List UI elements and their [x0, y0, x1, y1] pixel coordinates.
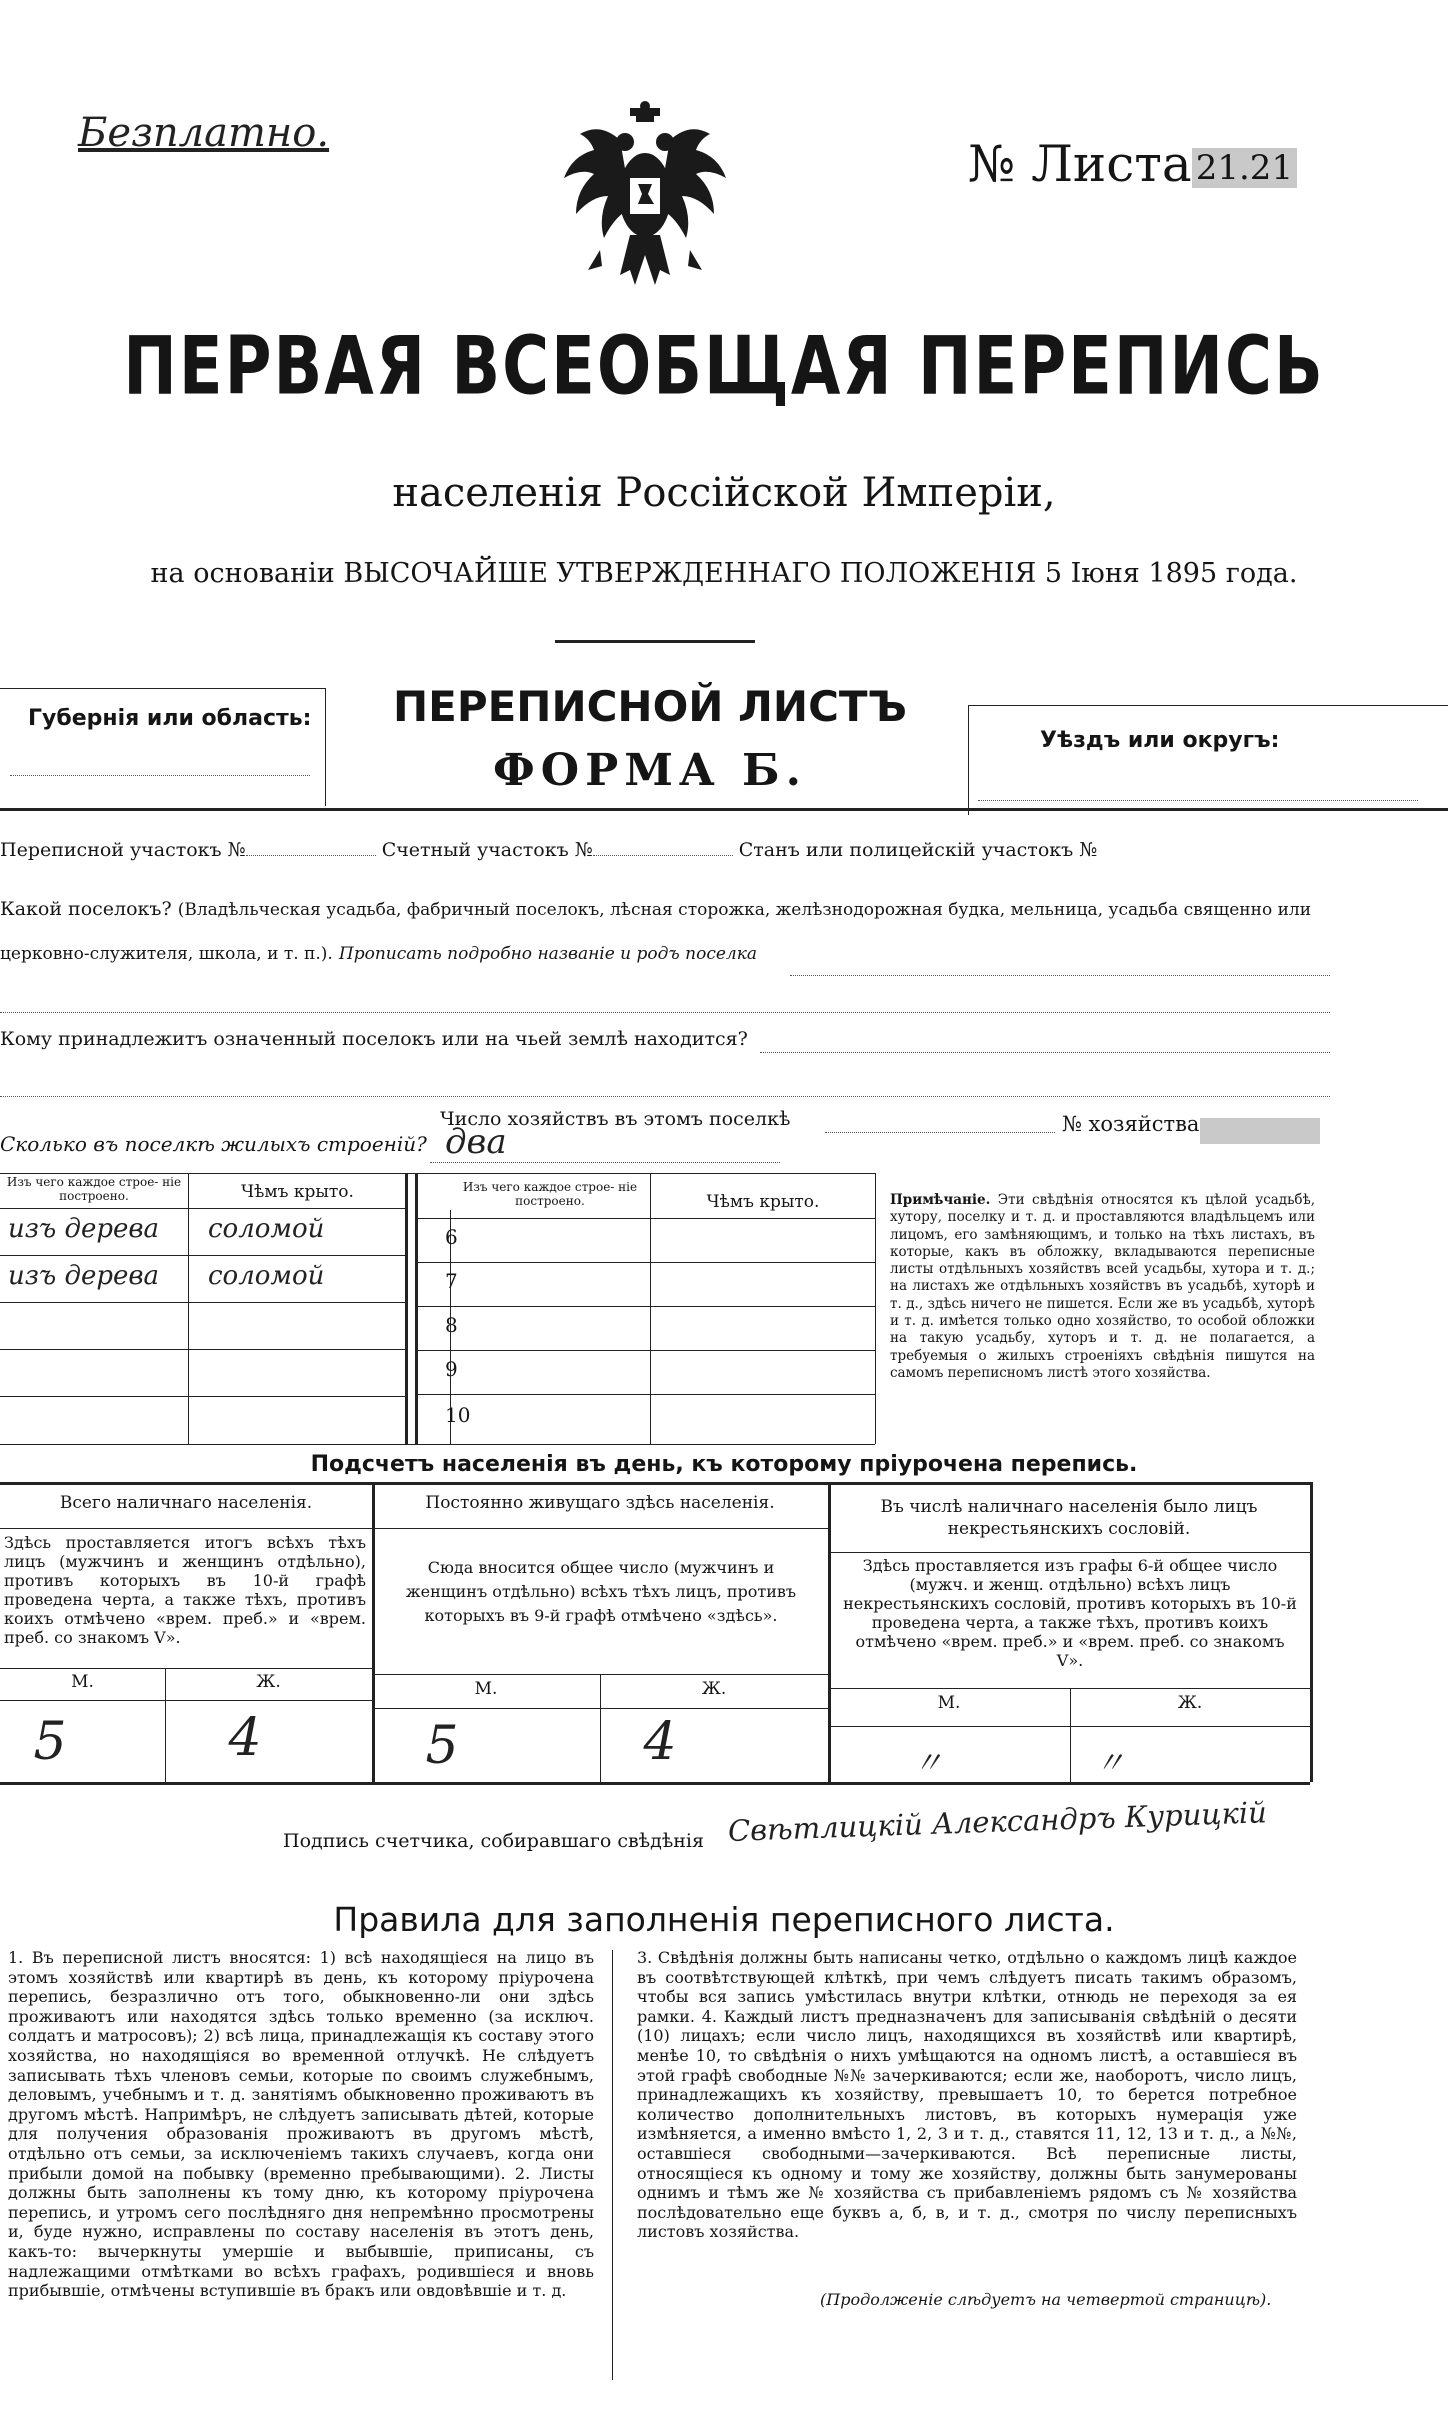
households-label: Число хозяйствъ въ этомъ поселкѣ: [440, 1108, 791, 1130]
rules-left-column: 1. Въ переписной листъ вносятся: 1) всѣ находящіеся на лицо въ этомъ хозяйствѣ или квартирѣ въ день, къ которому пріурочена перепись, безразлично отъ того, обыкновенно-ли они здѣсь проживаютъ или находятся здѣсь только временно (за исключ. солдатъ и матросовъ); 2) всѣ лица, принадлежащія къ составу этого хозяйства, но находящіяся во временной отлучкѣ. Не слѣдуетъ записывать тѣхъ членовъ семьи, которые по своимъ служебнымъ, деловымъ, учебнымъ и т. д. занятіямъ обыкновенно проживаютъ въ другомъ мѣстѣ. Напримѣръ, не слѣдуетъ записывать дѣтей, которые для получения образованія проживаютъ въ другомъ мѣстѣ, отдѣльно отъ семьи, за исключеніемъ такихъ случаевъ, когда они прибыли домой на побывку (временно пребывающими). 2. Листы должны быть заполнены къ тому дню, къ которому пріурочена перепись, и утромъ сего послѣдняго дня непремѣнно просмотрены и, буде нужно, исправлены по составу населенія въ этотъ день, какъ-то: вычеркнуты умершіе и выбывшіе, приписаны, съ надлежащими отмѣтками во всѣхъ графахъ, родившіеся и вновь прибывшіе, отмѣчены вступившіе въ бракъ или овдовѣвшіе и т. д.: [8, 1948, 594, 2301]
count-bottom: [0, 1782, 1310, 1785]
mf-rule: [0, 1700, 372, 1701]
buildings-header-material-right: Изъ чего каждое строе- ніе построено.: [462, 1180, 638, 1208]
buildings-header-rule-right: [415, 1218, 875, 1219]
count-header-rule: [372, 1528, 828, 1529]
province-box-top: [0, 688, 325, 689]
row-number-8: 8: [445, 1313, 458, 1337]
count-col2-header: Постоянно живущаго здѣсь населенія.: [425, 1493, 775, 1513]
count-col3-desc: Здѣсь проставляется изъ графы 6-й общее число (мужч. и женщ. отдѣльно) всѣхъ лицъ некрестьянскихъ сословій, противъ которыхъ въ 10-й проведена черта, а также тѣхъ, противъ коихъ отмѣчено «врем. преб.» и «врем. преб. со знакомъ V».: [843, 1556, 1297, 1670]
mf-rule: [828, 1726, 1310, 1727]
signature-label: Подпись счетчика, собиравшаго свѣдѣнія: [283, 1830, 704, 1852]
page-title: ПЕРВАЯ ВСЕОБЩАЯ ПЕРЕПИСЬ: [123, 320, 1325, 414]
count-col1-desc: Здѣсь проставляется итогъ всѣхъ тѣхъ лицъ (мужчинъ и женщинъ отдѣльно), противъ которыхъ въ 10-й графѣ проведена черта, а также тѣхъ, противъ коихъ отмѣчено «врем. преб.» и «врем. преб. со знакомъ V».: [4, 1533, 366, 1647]
household-number-value: [1200, 1118, 1320, 1144]
buildings-header-roof-left: Чѣмъ крыто.: [241, 1182, 354, 1202]
count-header-rule: [828, 1552, 1310, 1553]
dwellings-value: два: [445, 1122, 507, 1162]
count-col3-header: Въ числѣ наличнаго населенія было лицъ некрестьянскихъ сословій.: [880, 1497, 1258, 1539]
sheet-number-value: 21.21: [1192, 148, 1297, 188]
row-rule: [0, 1302, 405, 1303]
row-number-7: 7: [445, 1269, 458, 1293]
buildings-header-roof-right: Чѣмъ крыто.: [706, 1192, 820, 1212]
settlement-question: Какой поселокъ?: [0, 898, 172, 920]
rules-continued: (Продолженіе слѣдуетъ на четвертой страницѣ).: [820, 2290, 1272, 2309]
sheet-number-label: № Листа: [968, 135, 1192, 193]
title-divider: [555, 640, 755, 643]
census-district-label: Переписной участокъ №: [0, 839, 246, 861]
buildings-col1: [188, 1173, 189, 1444]
buildings-mid-a: [405, 1173, 408, 1444]
province-label: Губернія или область:: [28, 706, 312, 731]
count-col1-m-label: М.: [71, 1672, 94, 1692]
row-number-6: 6: [445, 1225, 458, 1249]
sheet-number: [968, 135, 1297, 193]
buildings-note: [890, 1192, 1315, 1382]
count-col3-m-value: 〃: [913, 1746, 943, 1781]
row-number-9: 9: [445, 1357, 458, 1381]
mf-rule: [0, 1668, 372, 1669]
count-col2-f-value: 4: [643, 1712, 677, 1772]
count-top: [0, 1482, 1310, 1485]
free-label: Безплатно.: [78, 110, 330, 156]
mf-rule: [828, 1688, 1310, 1689]
rules-right-column: 3. Свѣдѣнія должны быть написаны четко, отдѣльно о каждомъ лицѣ каждое въ соотвѣтствующей клѣткѣ, при чемъ слѣдуетъ писать такимъ образомъ, чтобы вся запись умѣстилась внутри клѣтки, отнюдь не переходя за ея рамки. 4. Каждый листъ предназначенъ для записыванія свѣдѣній о десяти (10) лицахъ; если число лицъ, находящихся въ хозяйствѣ или квартирѣ, менѣе 10, то свѣдѣнія о нихъ умѣщаются на одномъ листѣ, а оставшіеся въ этой графѣ свободные №№ зачеркиваются; если же, наоборотъ, число лицъ, принадлежащихъ къ хозяйству, превышаетъ 10, то берется потребное количество дополнительныхъ листовъ, въ которыхъ нумерація уже измѣняется, а именно вмѣсто 1, 2, 3 и т. д., ставятся 11, 12, 13 и т. д., а №№, оставшіеся свободными—зачеркиваются. Всѣ переписные листы, относящіеся къ одному и тому же хозяйству, должны быть занумерованы однимъ и тѣмъ же № хозяйства съ прибавленіемъ рядомъ съ № хозяйства послѣдовательно еще буквъ а, б, в, и т. д., смотря по числу переписныхъ листовъ хозяйства.: [637, 1948, 1297, 2242]
sheet-title: ПЕРЕПИСНОЙ ЛИСТЪ: [392, 682, 908, 731]
count-col3-f-label: Ж.: [1177, 1693, 1203, 1713]
count-col1-header: Всего наличнаго населенія.: [59, 1493, 313, 1513]
district-value-line: [978, 800, 1418, 801]
signature-value: Свѣтлицкій Александръ Курицкій: [727, 1795, 1268, 1848]
count-col2-m-label: М.: [474, 1679, 498, 1699]
counting-district-label: Счетный участокъ №: [381, 839, 593, 861]
row-rule: [0, 1255, 405, 1256]
form-header-rule: [0, 808, 1448, 811]
form-label: ФОРМА Б.: [493, 745, 807, 796]
row-rule: [415, 1394, 875, 1395]
owner-extra-line: [0, 1096, 1330, 1097]
district-box-left: [968, 705, 969, 815]
basis-line: на основаніи ВЫСОЧАЙШЕ УТВЕРЖДЕННАГО ПОЛОЖЕНІЯ 5 Іюня 1895 года.: [150, 558, 1298, 589]
province-box-right: [325, 688, 326, 806]
count-col2-desc: Сюда вносится общее число (мужчинъ и женщинъ отдѣльно) всѣхъ тѣхъ лицъ, противъ которыхъ въ 9-й графѣ отмѣчено «здѣсь».: [405, 1558, 797, 1625]
row-rule: [0, 1349, 405, 1350]
rules-column-divider: [612, 1950, 613, 2380]
settlement-extra-line: [0, 1012, 1330, 1013]
subtitle: населенія Россійской Имперіи,: [392, 470, 1056, 516]
count-right: [1310, 1482, 1313, 1782]
row-rule: [0, 1396, 405, 1397]
count-col3-f-value: 〃: [1095, 1746, 1125, 1781]
count-col3-m-label: М.: [937, 1693, 961, 1713]
note-label: Примѣчаніе.: [890, 1192, 991, 1208]
building-roof-1: соломой: [208, 1214, 325, 1244]
building-material-1: изъ дерева: [8, 1214, 160, 1244]
row-rule: [415, 1262, 875, 1263]
row-number-10: 10: [445, 1403, 471, 1427]
building-material-2: изъ дерева: [8, 1261, 160, 1291]
settlement-hint: (Владѣльческая усадьба, фабричный поселокъ, лѣсная сторожка, желѣзнодорожная будка, мельница, усадьба священно или церковно-служителя, школа, и т. п.).: [0, 900, 1312, 964]
note-text: Эти свѣдѣнія относятся къ цѣлой усадьбѣ, хутору, поселку и т. д. и проставляются владѣльцемъ или лицомъ, его замѣняющимъ, и только на тѣхъ листахъ, въ которые, какъ въ обложку, вкладываются переписные листы отдѣльныхъ хозяйствъ всей усадьбы, хутора и т. д.; на листахъ же отдѣльныхъ хозяйствъ въ усадьбѣ, хуторѣ и т. д., здѣсь ничего не пишется. Если же въ усадьбѣ, хуторѣ и т. д. имѣется только одно хозяйство, то особой обложки на такую усадьбу, хуторъ и т. д. не полагается, а требуемыя о жилыхъ строеніяхъ свѣдѣнія пишутся на самомъ переписномъ листѣ этого хозяйства.: [890, 1192, 1315, 1381]
province-value-line: [10, 775, 310, 776]
row-rule: [415, 1350, 875, 1351]
count-col1-f-label: Ж.: [256, 1672, 281, 1692]
count-col2-m-value: 5: [425, 1716, 459, 1776]
coat-of-arms-icon: [560, 100, 730, 305]
owner-question: Кому принадлежитъ означенный поселокъ или на чьей землѣ находится?: [0, 1028, 748, 1050]
household-number-label: № хозяйства: [1062, 1112, 1200, 1136]
building-roof-2: соломой: [208, 1261, 325, 1291]
settlement-instruction: Прописать подробно названіе и родъ поселка: [338, 944, 758, 964]
buildings-top: [0, 1173, 875, 1174]
buildings-header-rule-left: [0, 1208, 405, 1209]
row-rule: [415, 1306, 875, 1307]
count-col2-f-label: Ж.: [701, 1679, 727, 1699]
field-line1: [0, 838, 1097, 862]
households-value-line: [825, 1132, 1055, 1133]
count-col1-f-value: 4: [228, 1708, 262, 1768]
buildings-mid-b: [415, 1173, 418, 1444]
settlement-block: [0, 888, 1335, 976]
rules-title: Правила для заполненія переписного листа.: [333, 1900, 1115, 1939]
owner-value-line: [760, 1052, 1330, 1053]
buildings-right: [875, 1173, 876, 1444]
count-sep-2: [828, 1482, 831, 1782]
count-header-rule: [0, 1528, 372, 1529]
count-title: Подсчетъ населенія въ день, къ которому пріурочена перепись.: [310, 1452, 1138, 1477]
buildings-bottom: [0, 1444, 875, 1445]
district-label: Уѣздъ или округъ:: [1040, 728, 1280, 753]
police-district-label: Станъ или полицейскій участокъ №: [738, 839, 1098, 861]
dwellings-value-line: [430, 1162, 780, 1163]
district-box-top: [968, 705, 1448, 706]
settlement-value-line: [790, 975, 1330, 976]
buildings-col3: [650, 1173, 651, 1444]
buildings-header-material-left: Изъ чего каждое строе- ніе построено.: [6, 1175, 182, 1203]
dwellings-label: Сколько въ поселкѣ жилыхъ строеній?: [0, 1132, 427, 1156]
count-col1-m-value: 5: [33, 1712, 67, 1772]
